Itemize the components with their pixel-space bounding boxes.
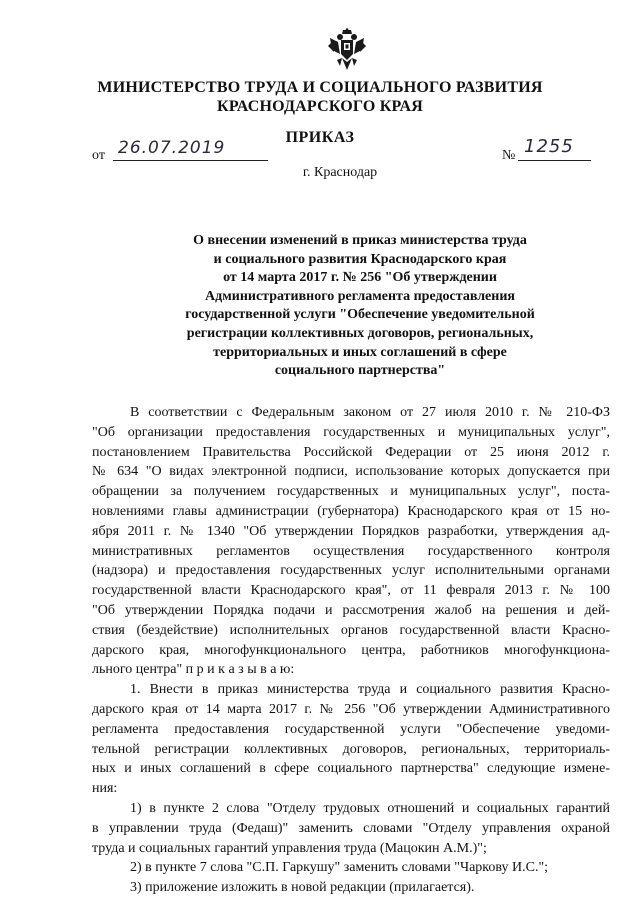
subject-line: и социального развития Краснодарского края [213, 251, 507, 267]
body-line: новлениями главы администрации (губернатора) Краснодарского края от 15 но- [92, 503, 610, 519]
subject-line: социального партнерства" [274, 363, 446, 379]
subject-line: О внесении изменений в приказ министерства труда [193, 233, 527, 248]
body-line: № 634 "О видах электронной подписи, использование которых допускается при [92, 464, 610, 480]
body-line: 1) в пункте 2 слова "Отделу трудовых отношений и социальных гарантий [130, 800, 610, 816]
coat-of-arms-icon [328, 28, 366, 72]
body-line: регламента предоставления государственной услуги "Обеспечение уведоми- [92, 721, 610, 737]
body-line: "Об организации предоставления государственных и муниципальных услуг", [92, 424, 610, 440]
date-underline [113, 160, 268, 161]
subject-line: Административного регламента предоставления [205, 288, 515, 304]
body-line: в управлении труда (Федаш)" заменить словами "Отделу управления охраной [92, 820, 610, 836]
body-line: тельной регистрации коллективных договоров, региональных, территориаль- [92, 741, 610, 757]
body-line: министративных регламентов осуществления государственного контроля [92, 543, 610, 559]
body-line: ния: [92, 781, 118, 797]
body-line: (надзора) и предоставления государственных услуг исполнительными органами [92, 563, 610, 579]
body-line: дарского края, многофункционального центра, работников многофункциона- [92, 642, 610, 658]
subject-line: территориальных и иных соглашений в сфере [213, 344, 507, 360]
body-line: В соответствии с Федеральным законом от 27 июля 2010 г. № 210-ФЗ [130, 405, 610, 420]
number-underline [518, 160, 591, 161]
order-subject [130, 232, 590, 381]
handwritten-date: 26.07.2019 [118, 138, 226, 158]
city: г. Краснодар [302, 165, 378, 180]
body-line: ствия (бездействие) исполнительных органов государственной власти Красно- [92, 622, 610, 638]
body-line: дарского края от 14 марта 2017 г. № 256 "Об утверждении Административного [92, 701, 610, 717]
subject-line: регистрации коллективных договоров, региональных, [186, 325, 534, 341]
ministry-name-line1: МИНИСТЕРСТВО ТРУДА И СОЦИАЛЬНОГО РАЗВИТИЯ [97, 79, 543, 96]
body-line: "Об утверждении Порядка подачи и рассмотрения жалоб на решения и дей- [92, 602, 610, 618]
body-line: 2) в пункте 7 слова "С.П. Гаркушу" заменить словами "Чаркову И.С."; [130, 860, 549, 876]
subject-line: от 14 марта 2017 г. № 256 "Об утверждении [223, 270, 497, 286]
body-line: государственной власти Краснодарского края", от 11 февраля 2013 г. № 100 [92, 583, 610, 599]
handwritten-number: 1255 [524, 136, 574, 157]
body-line: труда и социальных гарантий управления труда (Мацокин А.М.)"; [92, 840, 487, 856]
body-line: 3) приложение изложить в новой редакции (прилагается). [130, 880, 475, 896]
order-body [92, 403, 610, 898]
body-line: постановлением Правительства Российской Федерации от 25 июня 2012 г. [92, 444, 610, 460]
body-line: обращении за получением государственных и муниципальных услуг", поста- [92, 484, 610, 500]
body-line: ября 2011 г. № 1340 "Об утверждении Порядков разработки, утверждения ад- [92, 523, 610, 539]
number-prefix: № [502, 148, 516, 163]
body-line: ных и иных соглашений в сфере социального партнерства" следующие измене- [92, 761, 610, 777]
ministry-name-line2: КРАСНОДАРСКОГО КРАЯ [217, 98, 423, 115]
body-line: льного центра" п р и к а з ы в а ю: [92, 662, 295, 678]
date-prefix: от [92, 148, 105, 163]
subject-line: государственной услуги "Обеспечение уведомительной [185, 307, 535, 323]
document-type: ПРИКАЗ [285, 129, 355, 146]
body-line: 1. Внести в приказ министерства труда и социального развития Красно- [130, 682, 610, 698]
